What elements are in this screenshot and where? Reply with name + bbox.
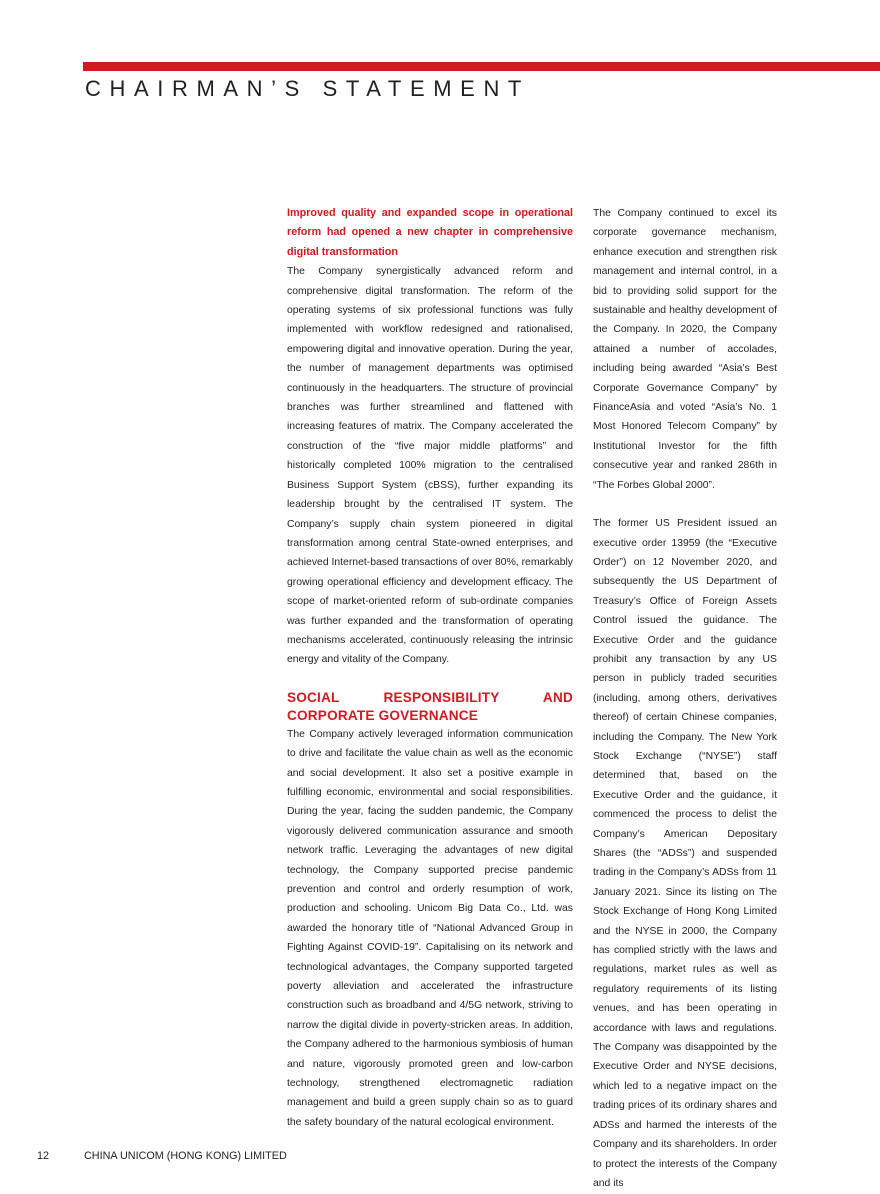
paragraph-digital-transformation: The Company synergistically advanced reform and comprehensive digital transformation. The reform of the operating systems of six professional functions was fully implemented with workflow redesigned and rationalised, empowering digital and innovative operation. During the year, the number of management departments was optimised continuously in the headquarters. The structure of provincial branches was further streamlined and flattened with increasing features of matrix. The Company accelerated the construction of the “five major middle platforms” and historically completed 100% migration to the centralised Business Support System (cBSS), further expanding its leadership brought by the centralised IT system. The Company’s supply chain system pioneered in digital transformation among central State-owned enterprises, and achieved Internet-based transactions of over 80%, remarkably growing operational efficiency and development efficacy. The scope of market-oriented reform of sub-ordinate companies was further expanded and the transformation of operating mechanisms accelerated, continuously releasing the intrinsic energy and vitality of the Company. <box>287 266 573 666</box>
header-accent-bar <box>83 62 880 71</box>
paragraph-corporate-governance: The Company continued to excel its corporate governance mechanism, enhance execution and strengthen risk management and internal control, in a bid to providing solid support for the sustainable and healthy development of the Company. In 2020, the Company attained a number of accolades, including being awarded “Asia’s Best Corporate Governance Company” by FinanceAsia and voted “Asia’s No. 1 Most Honored Telecom Company” by Institutional Investor for the fifth consecutive year and ranked 286th in “The Forbes Global 2000”. <box>593 208 777 491</box>
section-heading-social-responsibility: SOCIAL RESPONSIBILITY AND CORPORATE GOVERNANCE <box>287 689 573 723</box>
paragraph-executive-order: The former US President issued an executive order 13959 (the “Executive Order”) on 12 November 2020, and subsequently the US Department of Treasury’s Office of Foreign Assets Control issued the guidance. The Executive Order and the guidance prohibit any transaction by any US person in publicly traded securities (including, among others, derivatives thereof) of certain Chinese companies, including the Company. The New York Stock Exchange (“NYSE”) staff determined that, based on the Executive Order and the guidance, it commenced the process to delist the Company’s American Depositary Shares (the “ADSs”) and suspended trading in the Company’s ADSs from 11 January 2021. Since its listing on The Stock Exchange of Hong Kong Limited and the NYSE in 2000, the Company has complied strictly with the laws and regulations, market rules as well as regulatory requirements of its listing venues, and has been operating in accordance with laws and regulations. The Company was disappointed by the Executive Order and NYSE decisions, which led to a negative impact on the trading prices of its ordinary shares and ADSs and harmed the interests of the Company and its shareholders. In order to protect the interests of the Company and its <box>593 518 777 1189</box>
paragraph-social-responsibility: The Company actively leveraged information communication to drive and facilitate the value chain as well as the economic and social development. It also set a positive example in fulfilling economic, environmental and social responsibilities. During the year, facing the sudden pandemic, the Company vigorously delivered communication assurance and smooth network traffic. Leveraging the advantages of new digital technology, the Company supported precise pandemic prevention and control and orderly resumption of work, production and schooling. Unicom Big Data Co., Ltd. was awarded the honorary title of “National Advanced Group in Fighting Against COVID-19”. Capitalising on its network and technological advantages, the Company supported targeted poverty alleviation and accelerated the infrastructure construction such as broadband and 4/5G network, striving to narrow the digital divide in poverty-stricken areas. In addition, the Company adhered to the harmonious symbiosis of human and nature, vigorously promoted green and low-carbon technology, strengthened electromagnetic radiation management and build a green supply chain so as to guard the safety boundary of the natural ecological environment. <box>287 728 573 1128</box>
footer-company-name: CHINA UNICOM (HONG KONG) LIMITED <box>84 1150 287 1162</box>
page-number: 12 <box>37 1150 50 1162</box>
right-column <box>593 204 777 1193</box>
section-subheading: Improved quality and expanded scope in operational reform had opened a new chapter in comprehensive digital transformation <box>287 207 573 258</box>
left-column <box>287 204 573 1132</box>
page-title: CHAIRMAN’S STATEMENT <box>85 76 530 101</box>
